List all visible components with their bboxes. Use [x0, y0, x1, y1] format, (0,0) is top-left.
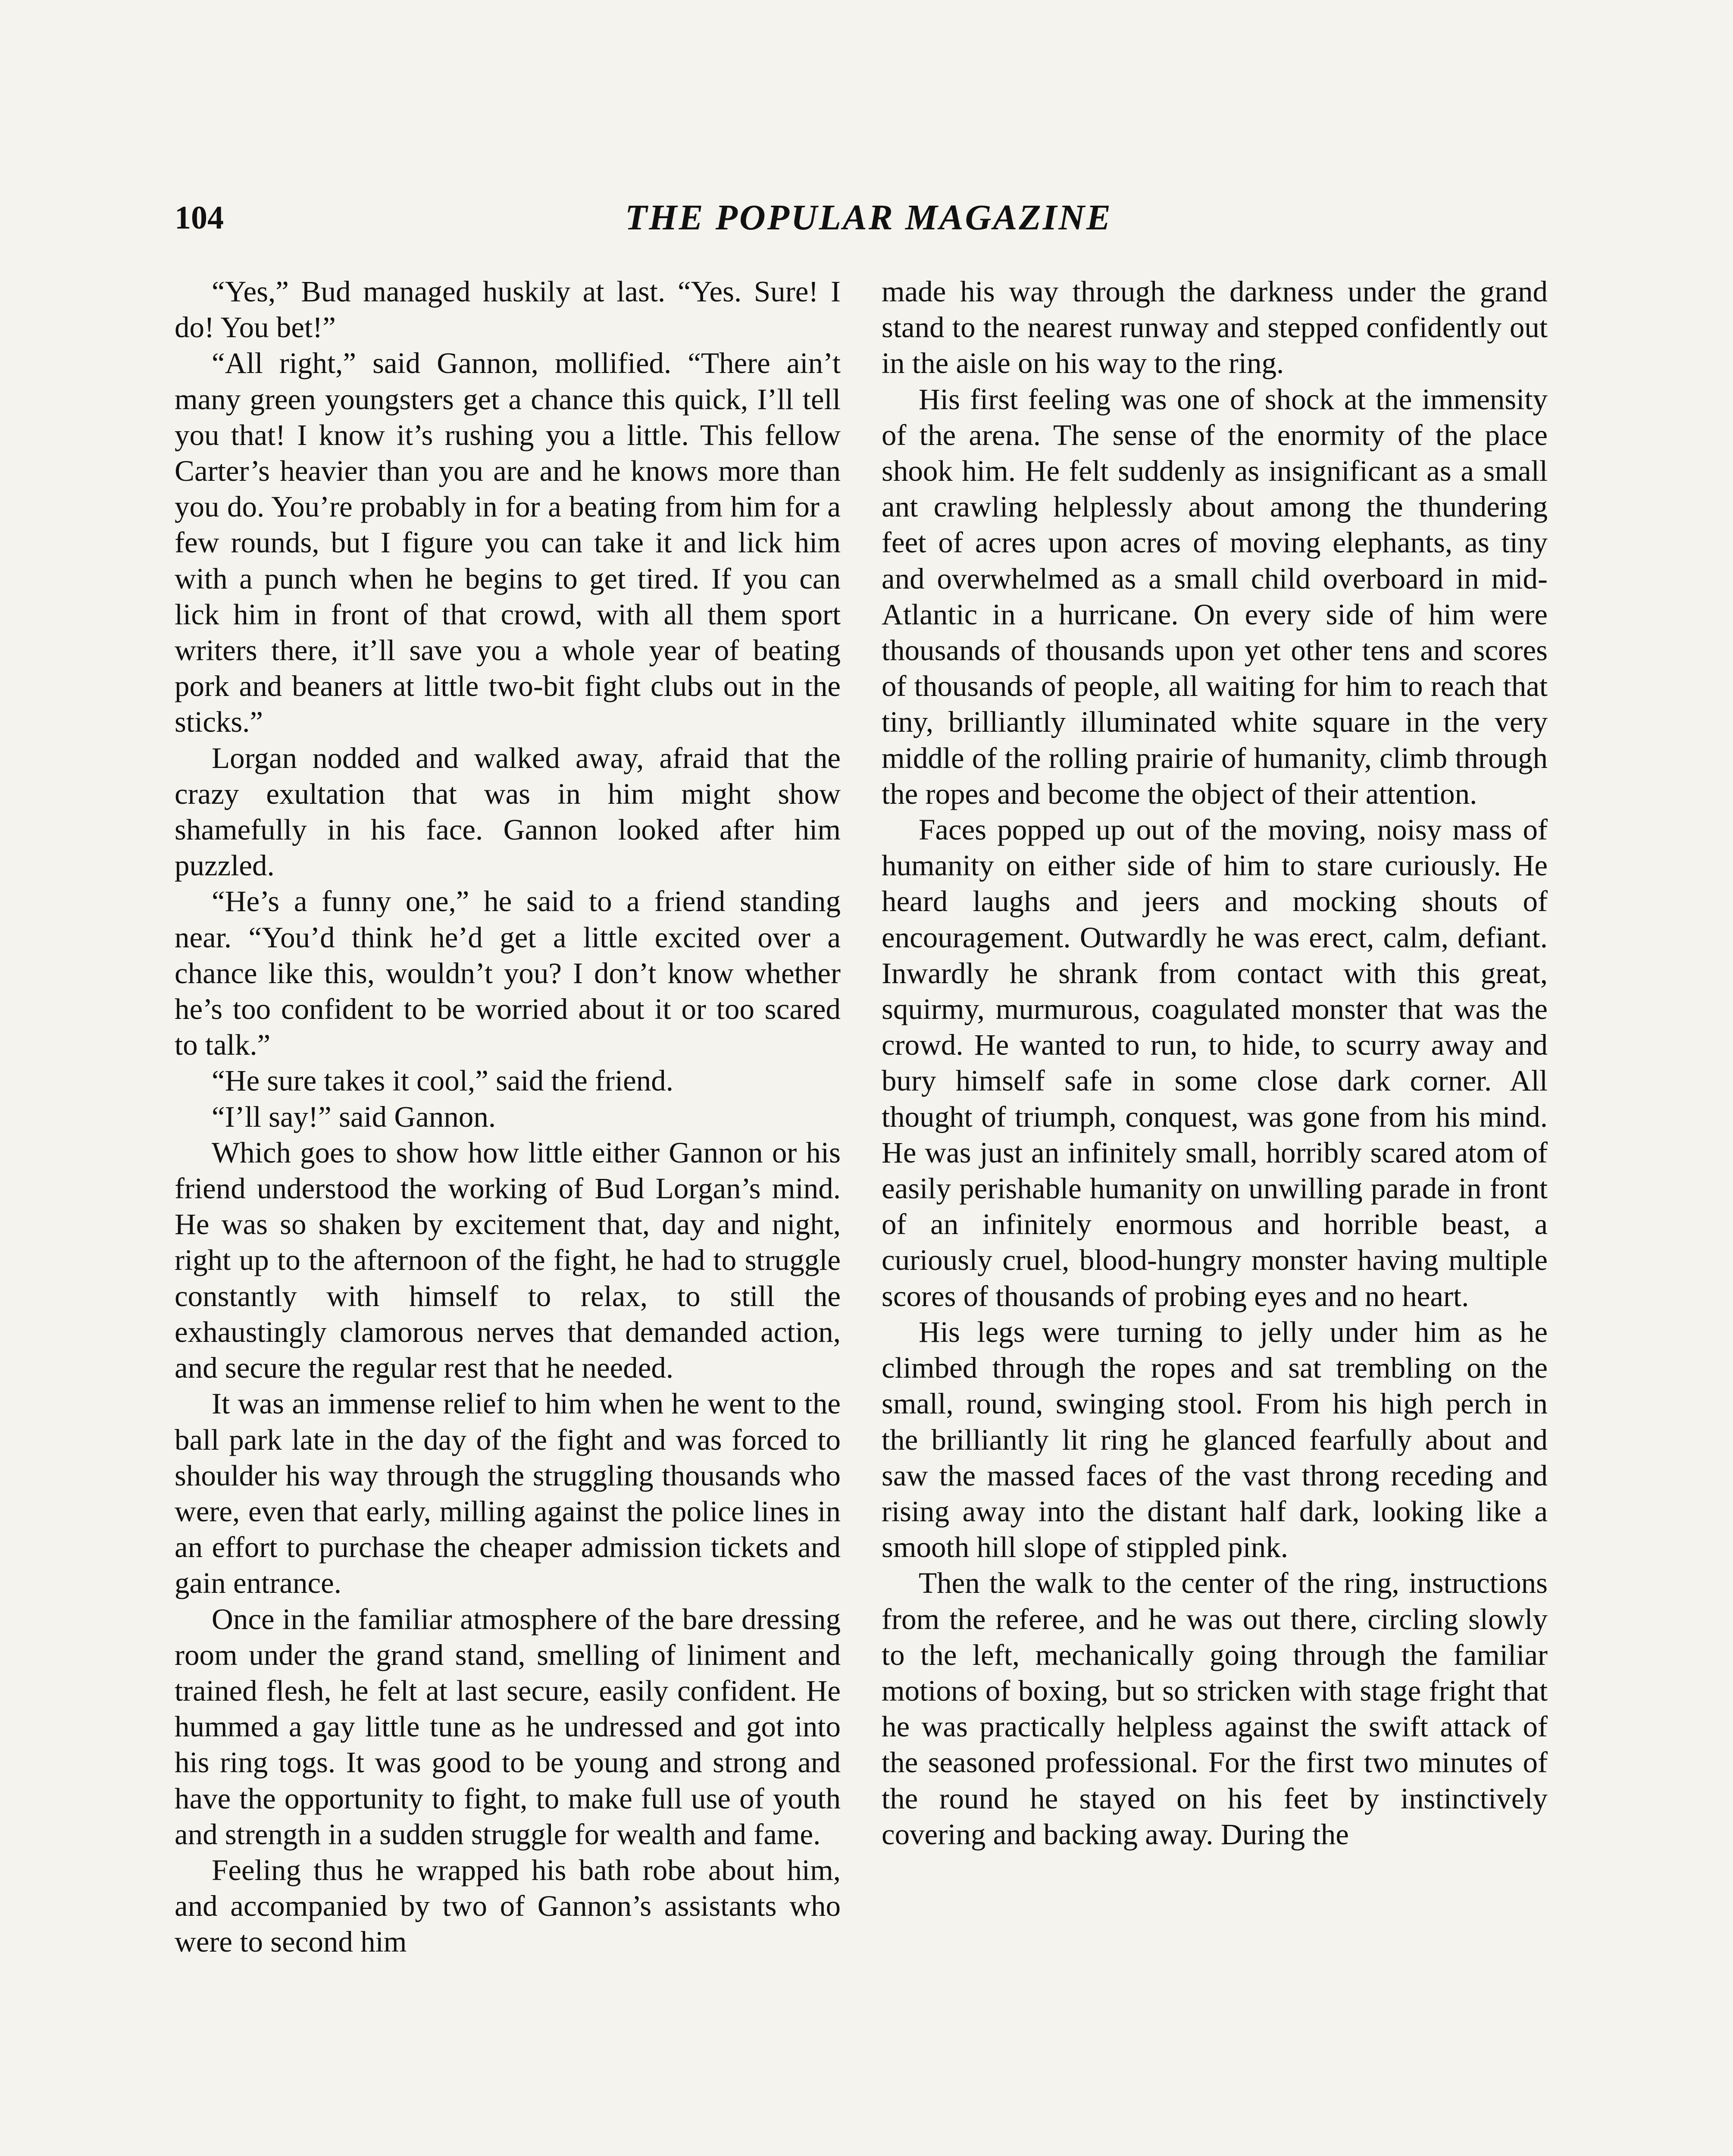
right-column	[882, 274, 1548, 1852]
paragraph: His first feeling was one of shock at the immensity of the arena. The sense of the enormity of the place shook him. He felt suddenly as insignificant as a small ant crawling helplessly about among the thundering feet of acres upon acres of moving elephants, as tiny and overwhelmed as a small child overboard in mid-Atlantic in a hurricane. On every side of him were thousands of thousands upon yet other tens and scores of thousands of people, all waiting for him to reach that tiny, brilliantly illuminated white square in the very middle of the rolling prairie of humanity, climb through the ropes and become the object of their attention.	[882, 382, 1548, 810]
paragraph: “Yes,” Bud managed huskily at last. “Yes. Sure! I do! You bet!”	[175, 275, 841, 344]
paragraph: “He sure takes it cool,” said the friend.	[212, 1064, 674, 1097]
paragraph: His legs were turning to jelly under him as he climbed through the ropes and sat trembling on the small, round, swinging stool. From his high perch in the brilliantly lit ring he glanced fearfully about and saw the massed faces of the vast throng receding and rising away into the distant half dark, looking like a smooth hill slope of stippled pink.	[882, 1315, 1548, 1564]
paragraph: “I’ll say!” said Gannon.	[212, 1100, 496, 1133]
paragraph: Lorgan nodded and walked away, afraid that the crazy exultation that was in him might show shamefully in his face. Gannon looked after him puzzled.	[175, 741, 841, 882]
paragraph: Which goes to show how little either Gannon or his friend understood the working of Bud Lorgan’s mind. He was so shaken by excitement that, day and night, right up to the afternoon of the fight, he had to struggle constantly with himself to relax, to still the exhaustingly clamorous nerves that demanded action, and secure the regular rest that he needed.	[175, 1136, 841, 1385]
running-title: THE POPULAR MAGAZINE	[625, 197, 1113, 238]
paragraph: “All right,” said Gannon, mollified. “There ain’t many green youngsters get a chance this quick, I’ll tell you that! I know it’s rushing you a little. This fellow Carter’s heavier than you are and he knows more than you do. You’re probably in for a beating from him for a few rounds, but I figure you can take it and lick him with a punch when he begins to get tired. If you can lick him in front of that crowd, with all them sport writers there, it’ll save you a whole year of beating pork and beaners at little two-bit fight clubs out in the sticks.”	[175, 347, 841, 739]
paragraph: Faces popped up out of the moving, noisy mass of humanity on either side of him to stare curiously. He heard laughs and jeers and mocking shouts of encouragement. Outwardly he was erect, calm, defiant. Inwardly he shrank from contact with this great, squirmy, murmurous, coagulated monster that was the crowd. He wanted to run, to hide, to scurry away and bury himself safe in some close dark corner. All thought of triumph, conquest, was gone from his mind. He was just an infinitely small, horribly scared atom of easily perishable humanity on unwilling parade in front of an infinitely enormous and horrible beast, a curiously cruel, blood-hungry monster having multiple scores of thousands of probing eyes and no heart.	[882, 813, 1548, 1313]
paragraph: “He’s a funny one,” he said to a friend standing near. “You’d think he’d get a little excited over a chance like this, wouldn’t you? I don’t know whether he’s too confident to be worried about it or too scared to talk.”	[175, 885, 841, 1062]
left-column	[175, 274, 841, 1960]
page-number: 104	[175, 200, 224, 236]
paragraph-continuation: made his way through the darkness under the grand stand to the nearest runway and stepped confidently out in the aisle on his way to the ring.	[882, 275, 1548, 380]
paragraph: Feeling thus he wrapped his bath robe about him, and accompanied by two of Gannon’s assistants who were to second him	[175, 1853, 841, 1959]
paragraph: It was an immense relief to him when he went to the ball park late in the day of the fight and was forced to shoulder his way through the struggling thousands who were, even that early, milling against the police lines in an effort to purchase the cheaper admission tickets and gain entrance.	[175, 1387, 841, 1600]
page-header	[175, 196, 1563, 244]
paragraph: Once in the familiar atmosphere of the bare dressing room under the grand stand, smelling of liniment and trained flesh, he felt at last secure, easily confident. He hummed a gay little tune as he undressed and got into his ring togs. It was good to be young and strong and have the opportunity to fight, to make full use of youth and strength in a sudden struggle for wealth and fame.	[175, 1602, 841, 1851]
paragraph: Then the walk to the center of the ring, instructions from the referee, and he was out there, circling slowly to the left, mechanically going through the familiar motions of boxing, but so stricken with stage fright that he was practically helpless against the swift attack of the seasoned professional. For the first two minutes of the round he stayed on his feet by instinctively covering and backing away. During the	[882, 1567, 1548, 1851]
